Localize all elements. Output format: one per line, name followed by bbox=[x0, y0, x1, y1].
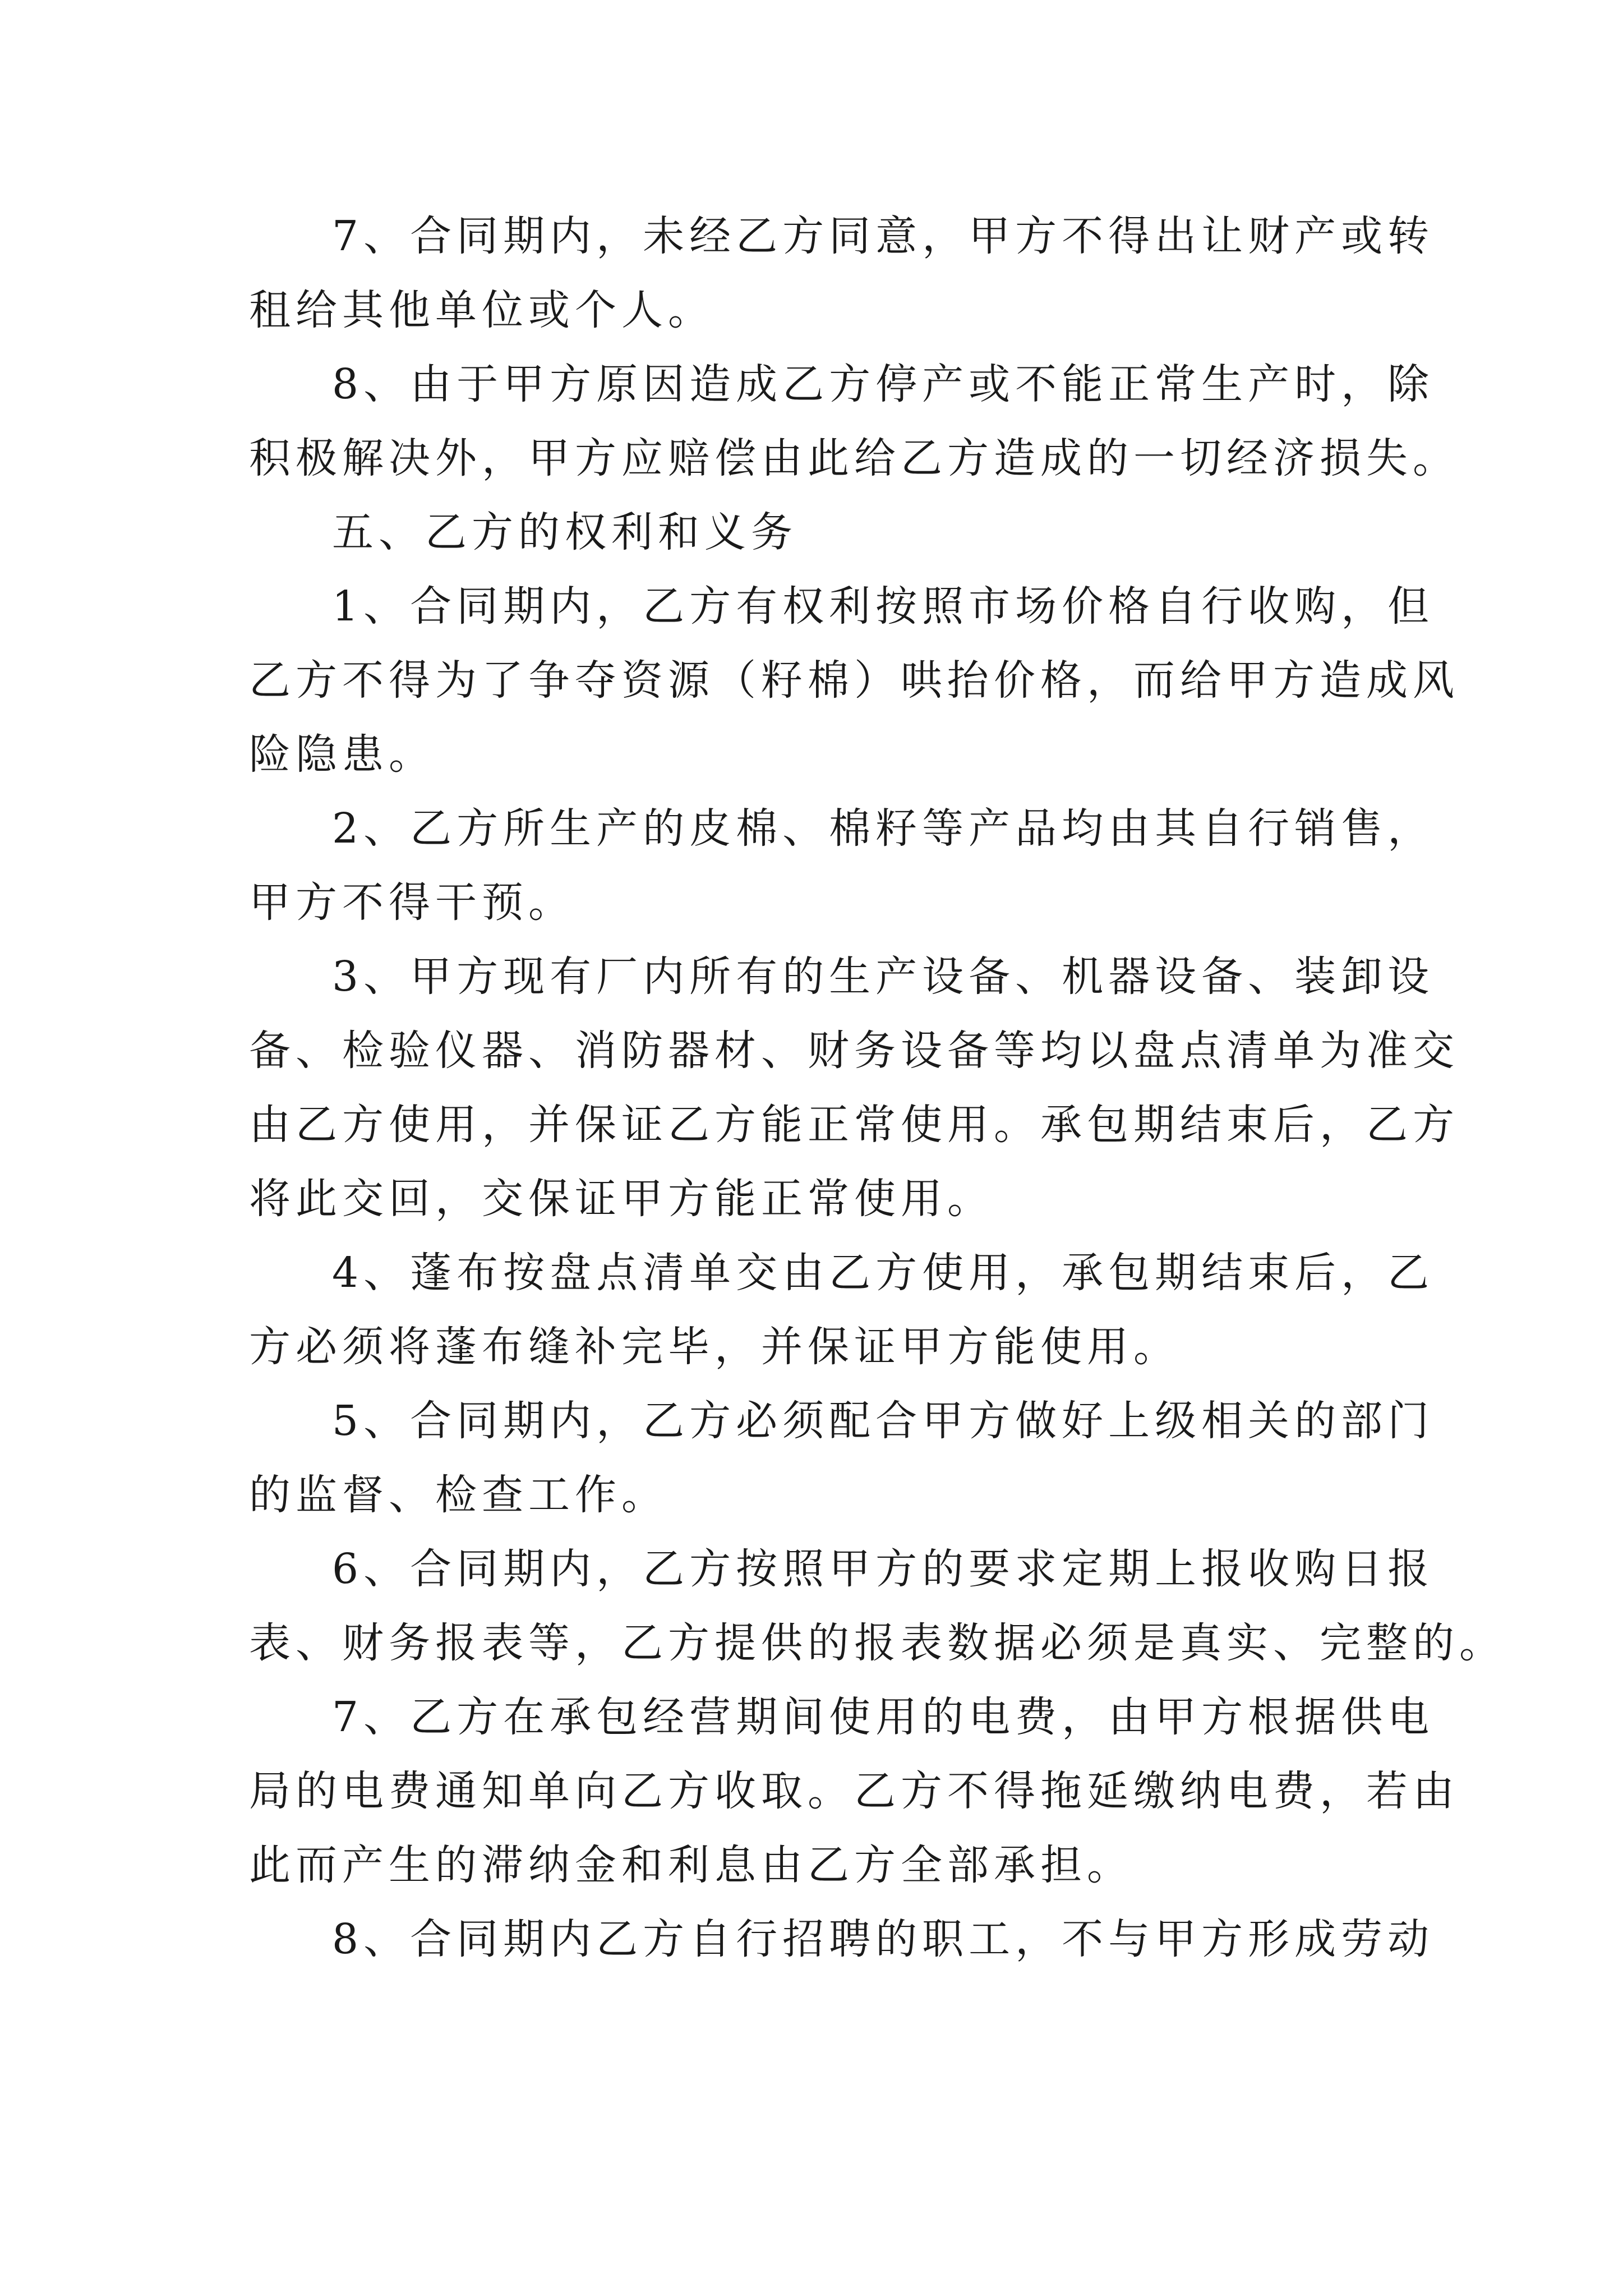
text-line: 7、合同期内，未经乙方同意，甲方不得出让财产或转 bbox=[332, 212, 1435, 260]
text-line: 局的电费通知单向乙方收取。乙方不得拖延缴纳电费，若由 bbox=[249, 1767, 1459, 1815]
section-heading: 五、乙方的权利和义务 bbox=[332, 508, 797, 556]
text-line: 的监督、检查工作。 bbox=[249, 1471, 668, 1519]
text-line: 将此交回，交保证甲方能正常使用。 bbox=[249, 1175, 994, 1223]
text-line: 8、合同期内乙方自行招聘的职工，不与甲方形成劳动 bbox=[332, 1915, 1435, 1963]
text-line: 积极解决外，甲方应赔偿由此给乙方造成的一切经济损失。 bbox=[249, 434, 1459, 482]
document-body bbox=[249, 199, 1506, 1976]
text-line: 此而产生的滞纳金和利息由乙方全部承担。 bbox=[249, 1841, 1133, 1889]
text-line: 1、合同期内，乙方有权利按照市场价格自行收购，但 bbox=[332, 582, 1435, 631]
text-line: 2、乙方所生产的皮棉、棉籽等产品均由其自行销售， bbox=[332, 804, 1435, 853]
text-line: 甲方不得干预。 bbox=[249, 878, 575, 927]
text-line: 6、合同期内，乙方按照甲方的要求定期上报收购日报 bbox=[332, 1545, 1435, 1593]
text-line: 3、甲方现有厂内所有的生产设备、机器设备、装卸设 bbox=[332, 953, 1435, 1001]
text-line: 7、乙方在承包经营期间使用的电费，由甲方根据供电 bbox=[332, 1693, 1435, 1741]
text-line: 5、合同期内，乙方必须配合甲方做好上级相关的部门 bbox=[332, 1397, 1435, 1445]
text-line: 租给其他单位或个人。 bbox=[249, 286, 714, 334]
text-line: 8、由于甲方原因造成乙方停产或不能正常生产时，除 bbox=[332, 360, 1435, 408]
text-line: 表、财务报表等，乙方提供的报表数据必须是真实、完整的。 bbox=[249, 1619, 1506, 1667]
text-line: 由乙方使用，并保证乙方能正常使用。承包期结束后，乙方 bbox=[249, 1101, 1459, 1149]
text-line: 乙方不得为了争夺资源（籽棉）哄抬价格，而给甲方造成风 bbox=[249, 656, 1459, 705]
text-line: 4、蓬布按盘点清单交由乙方使用，承包期结束后，乙 bbox=[332, 1249, 1435, 1297]
text-line: 备、检验仪器、消防器材、财务设备等均以盘点清单为准交 bbox=[249, 1027, 1459, 1075]
text-line: 险隐患。 bbox=[249, 730, 435, 779]
text-line: 方必须将蓬布缝补完毕，并保证甲方能使用。 bbox=[249, 1323, 1180, 1371]
